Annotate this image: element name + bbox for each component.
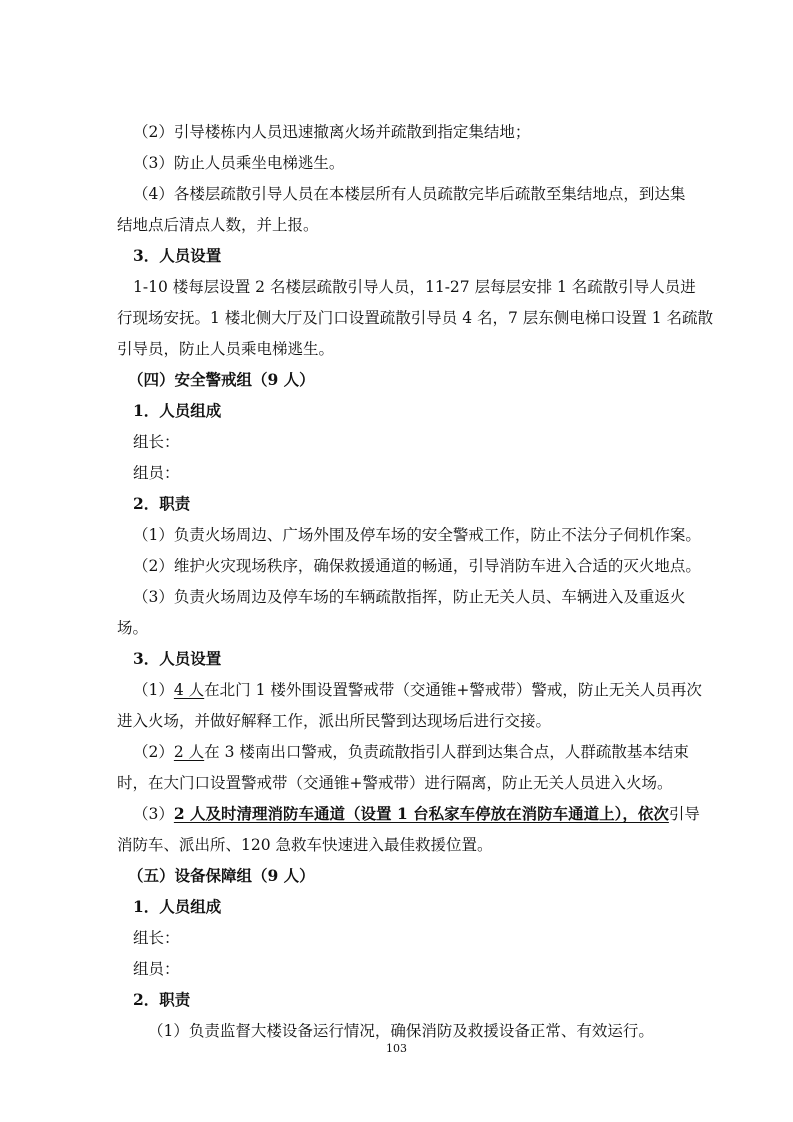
line-text: 引导 — [668, 805, 700, 823]
section-heading: 1．人员组成 — [133, 401, 222, 420]
text-line: （4）各楼层疏散引导人员在本楼层所有人员疏散完毕后疏散至集结地点，到达集 — [133, 185, 686, 203]
text-line: 组长： — [133, 433, 180, 451]
text-line: （1）负责监督大楼设备运行情况，确保消防及救援设备正常、有效运行。 — [148, 1022, 654, 1040]
text-line: （3）防止人员乘坐电梯逃生。 — [133, 154, 345, 172]
section-heading: 1．人员组成 — [133, 897, 222, 916]
text-line: （2）引导楼栋内人员迅速撤离火场并疏散到指定集结地； — [133, 123, 531, 141]
text-line: 进入火场，并做好解释工作，派出所民警到达现场后进行交接。 — [117, 712, 552, 730]
text-line: （1）负责火场周边、广场外围及停车场的安全警戒工作，防止不法分子伺机作案。 — [133, 526, 701, 544]
text-line — [133, 680, 702, 700]
section-heading: 2．职责 — [133, 990, 191, 1009]
text-line: 组长： — [133, 929, 180, 947]
text-line: （2）维护火灾现场秩序，确保救援通道的畅通，引导消防车进入合适的灭火地点。 — [133, 557, 701, 575]
text-line: 场。 — [117, 619, 149, 637]
line-text: 在 3 楼南出口警戒，负责疏散指引人群到达集合点，人群疏散基本结束 — [204, 743, 689, 761]
section-heading: 2．职责 — [133, 494, 191, 513]
item-number: （3） — [133, 805, 174, 823]
text-line: 结地点后清点人数，并上报。 — [117, 216, 319, 234]
underlined-text: 4 人 — [173, 681, 205, 699]
text-line: 时，在大门口设置警戒带（交通锥+警戒带）进行隔离，防止无关人员进入火场。 — [117, 774, 673, 792]
text-line: 组员： — [133, 960, 180, 978]
page-number: 103 — [386, 1042, 407, 1055]
underlined-bold-text: 2 人及时清理消防车通道（设置 1 台私家车停放在消防车通道上），依次 — [173, 804, 669, 823]
item-number: （2） — [133, 743, 174, 761]
text-line — [133, 742, 689, 762]
line-text: 在北门 1 楼外围设置警戒带（交通锥+警戒带）警戒，防止无关人员再次 — [204, 681, 702, 699]
text-line: （3）负责火场周边及停车场的车辆疏散指挥，防止无关人员、车辆进入及重返火 — [133, 588, 686, 606]
text-line: 行现场安抚。1 楼北侧大厅及门口设置疏散引导员 4 名，7 层东侧电梯口设置 1 名疏散 — [117, 309, 714, 327]
underlined-text: 2 人 — [173, 743, 205, 761]
group-heading: （四）安全警戒组（9 人） — [128, 370, 315, 389]
text-line: 消防车、派出所、120 急救车快速进入最佳救援位置。 — [117, 836, 493, 854]
item-number: （1） — [133, 681, 174, 699]
section-heading: 3．人员设置 — [133, 246, 222, 265]
section-heading: 3．人员设置 — [133, 649, 222, 668]
text-line: 组员： — [133, 464, 180, 482]
text-line: 1-10 楼每层设置 2 名楼层疏散引导人员，11-27 层每层安排 1 名疏散引导人员进 — [133, 278, 696, 296]
group-heading: （五）设备保障组（9 人） — [128, 866, 315, 885]
text-line: 引导员，防止人员乘电梯逃生。 — [117, 340, 335, 358]
text-line — [133, 804, 700, 824]
